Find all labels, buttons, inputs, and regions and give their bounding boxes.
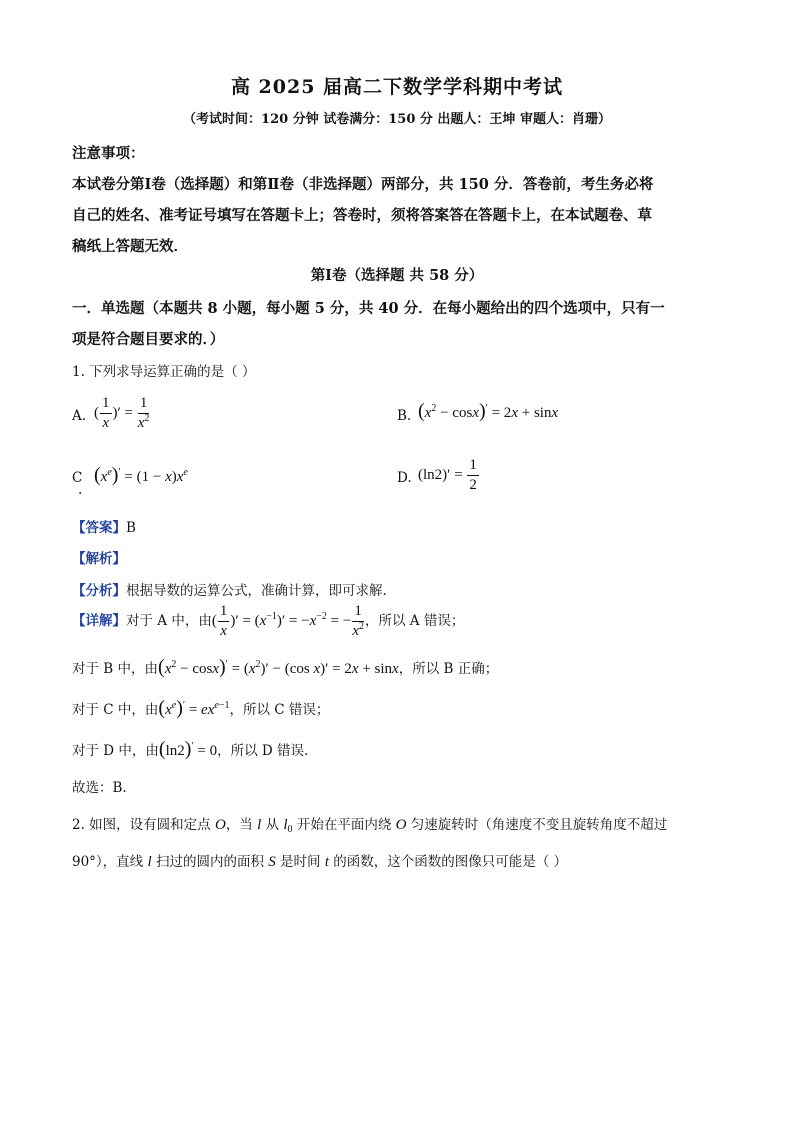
- q2-var-l: l: [147, 854, 152, 870]
- detail-a-formula: ( $\frac{1}{x}$ )′ = $(x^{-1})' = -x^{-2}$ = − $\frac{1}{x^2}$: [211, 603, 364, 639]
- detail-d-post: ，所以 D 错误.: [217, 743, 309, 759]
- xiangjie-tag: 【详解】: [72, 612, 126, 629]
- option-d-label: D.: [397, 470, 412, 486]
- answer-value: B: [126, 520, 136, 536]
- option-a-label: A.: [72, 408, 87, 424]
- notice-line-3: 稿纸上答题无效．: [72, 238, 188, 255]
- fenxi-text: 根据导数的运算公式，准确计算，即可求解.: [126, 583, 387, 599]
- option-b-formula: $(x^2 - \cos x)' = 2x + \sin x$: [418, 400, 559, 422]
- answer-tag: 【答案】: [72, 520, 126, 536]
- analysis-tag: [72, 547, 126, 567]
- notice-line-1: 本试卷分第Ⅰ卷（选择题）和第Ⅱ卷（非选择题）两部分，共 150 分．答卷前，考生务必将: [72, 176, 654, 193]
- question-2-line-1: [72, 813, 667, 834]
- detail-d-pre: 对于 D 中，由: [72, 743, 159, 759]
- detail-c-post: ，所以 C 错误；: [229, 702, 330, 718]
- q2-text: 从: [261, 817, 284, 833]
- q2-var-l0: [283, 817, 292, 833]
- q2-var-s: S: [268, 854, 276, 870]
- option-a-formula: ( $\frac{1}{x}$ )′ = $\frac{1}{x^2}$: [94, 395, 150, 431]
- option-c-formula: $(x^e)' = (1 - x)x^e$: [94, 464, 188, 486]
- detail-b-pre: 对于 B 中，由: [72, 661, 159, 677]
- part-heading-line-2: 项是符合题目要求的．）: [72, 331, 225, 348]
- detail-a-pre: 对于 A 中，由: [126, 612, 212, 629]
- exam-info: （考试时间：120 分钟 试卷满分：150 分 出题人：王坤 审题人：肖珊）: [183, 112, 611, 127]
- q2-text: 匀速旋转时（角速度不变且旋转角度不超过: [406, 817, 668, 833]
- conclusion: 故选：B.: [72, 780, 127, 796]
- detail-d-formula: (ln2)′ = 0: [158, 738, 218, 760]
- question-1-stem: 1. 下列求导运算正确的是（ ）: [72, 364, 256, 380]
- notice-line-2: 自己的姓名、准考证号填写在答题卡上；答卷时，须将答案答在答题卡上，在本试题卷、草: [72, 207, 652, 224]
- q2-var-l: l: [257, 817, 262, 833]
- option-c-label: C: [72, 470, 83, 486]
- detail-c-pre: 对于 C 中，由: [72, 702, 159, 718]
- detail-b-formula: $(x^2 - \cos x)' = (x^2)' - (\cos$ x)′ = 2x + sinx: [158, 656, 399, 678]
- part-heading-line-1: 一．单选题（本题共 8 小题，每小题 5 分，共 40 分．在每小题给出的四个选项中，只有一: [72, 300, 665, 317]
- option-d-formula: (ln2)′ = $\frac{1}{2}$: [418, 457, 477, 493]
- q2-var-o: O: [214, 817, 226, 833]
- q2-text: 是时间: [275, 854, 325, 870]
- option-b-label: B.: [397, 408, 412, 424]
- q2-text: 2. 如图，设有圆和定点: [72, 817, 215, 833]
- q2-var-o: O: [395, 817, 407, 833]
- fenxi-line: [72, 579, 387, 599]
- detail-a-line: [72, 604, 464, 639]
- q2-var-t: t: [324, 854, 330, 870]
- analysis-tag-text: 【解析】: [72, 551, 126, 567]
- detail-b-post: ，所以 B 正确；: [398, 661, 499, 677]
- q2-text: 的函数，这个函数的图像只可能是（ ）: [329, 854, 568, 870]
- section-title: 第Ⅰ卷（选择题 共 58 分）: [310, 267, 484, 284]
- q2-text: 开始在平面内绕: [292, 817, 396, 833]
- notice-heading: 注意事项：: [72, 145, 145, 162]
- question-2-line-2: [72, 850, 567, 871]
- detail-d-line: [72, 739, 308, 760]
- page-title: 高 2025 届高二下数学学科期中考试: [230, 76, 564, 98]
- fenxi-tag: 【分析】: [72, 583, 126, 599]
- q2-var-l0-sub: 0: [287, 824, 293, 835]
- q2-var-l0-base: l: [283, 817, 288, 833]
- q2-text: ，当: [225, 817, 258, 833]
- detail-b-line: [72, 657, 498, 678]
- detail-a-post: ，所以 A 错误；: [365, 612, 465, 629]
- q2-text: 扫过的圆内的面积: [151, 854, 269, 870]
- detail-c-line: [72, 698, 329, 719]
- option-c-dot: .: [78, 482, 83, 498]
- answer-line: [72, 516, 136, 536]
- detail-c-formula: $(x^e)' = ex^{e-1}$: [158, 697, 230, 719]
- q2-text: 90°），直线: [72, 854, 148, 870]
